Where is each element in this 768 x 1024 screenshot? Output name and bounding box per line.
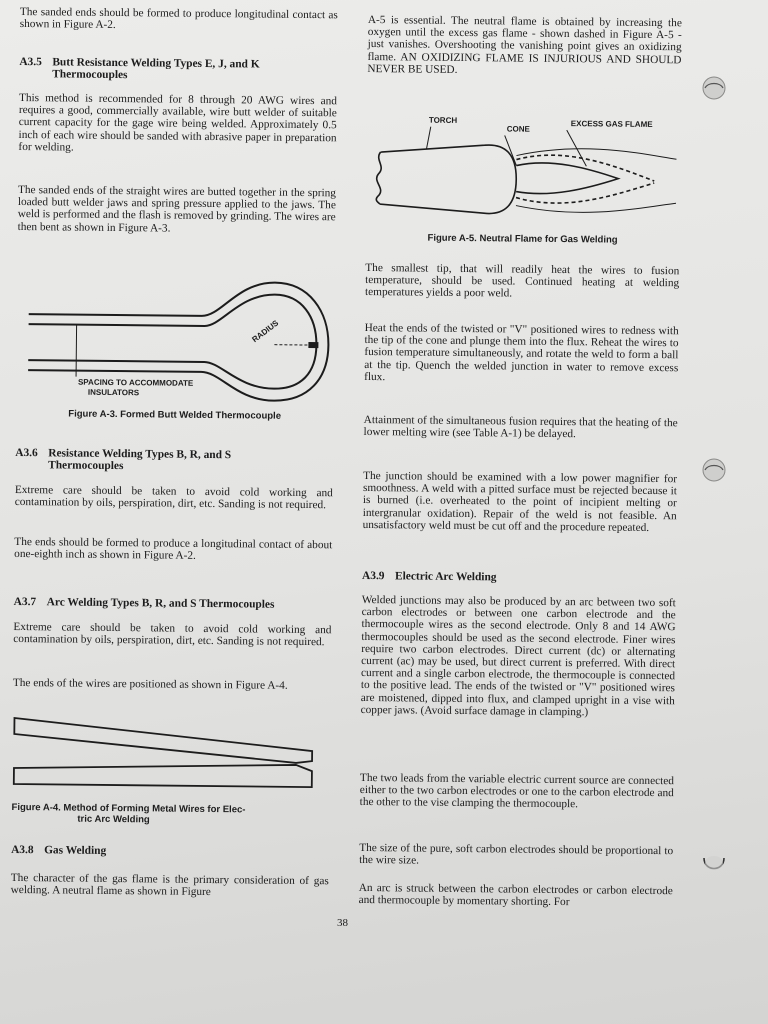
binder-hole-icon <box>700 850 728 878</box>
section-number: A3.8 <box>11 843 34 857</box>
section-heading-a3-7 <box>14 596 332 612</box>
excess-gas-flame-label: EXCESS GAS FLAME <box>570 119 653 129</box>
torch-break-line <box>376 152 381 204</box>
radius-label: RADIUS <box>250 318 281 345</box>
paragraph: The character of the gas flame is the primary consideration of gas welding. A neutral flame as shown in Figure <box>10 871 329 899</box>
section-title: Butt Resistance Welding Types E, J, and K <box>52 56 260 71</box>
figure-a4-caption-line1: Method of Forming Metal Wires for Elec- <box>63 802 246 816</box>
section-number: A3.9 <box>362 569 385 583</box>
spacing-label: SPACING TO ACCOMMODATE <box>77 377 194 388</box>
section-title: Electric Arc Welding <box>395 570 497 584</box>
excess-gas-flame-top <box>516 155 654 181</box>
cone-label: CONE <box>506 124 530 134</box>
paragraph: The junction should be examined with a low power magnifier for smoothness. A weld with a pitted surface must be rejected because it is burned (i.e. overheated to the point of incipient melting or intergranular oxidation). Repair of the weld is not feasible. An unsatisfactory weld must be cut off and the procedure repeated. <box>362 469 678 534</box>
section-heading-a3-8 <box>11 844 329 860</box>
section-title: Resistance Welding Types B, R, and S <box>48 447 232 462</box>
section-heading-a3-6 <box>15 447 333 475</box>
outer-flame-bottom <box>516 202 676 214</box>
page-number: 38 <box>337 917 348 929</box>
intro-paragraph: The sanded ends should be formed to produce longitudinal contact as shown in Figure A-2. <box>19 5 338 32</box>
section-title: Gas Welding <box>44 844 107 857</box>
figure-a4-caption-line2: tric Arc Welding <box>77 813 150 826</box>
figure-a3-thermocouple-diagram <box>16 270 337 403</box>
section-number: A3.5 <box>19 55 42 69</box>
paragraph: An arc is struck between the carbon electrodes or carbon electrode and thermocouple by momentary shorting. For <box>358 881 673 909</box>
paragraph: Welded junctions may also be produced by an arc between two soft carbon electrodes or between one carbon electrode and the thermocouple wires as the second electrode. Only 8 and 14 AWG thermocouples should be used as the second electrode. Finer wires require two carbon electrodes. Direct current (dc) or alternating current (ac) may be used, but direct current is preferred. With direct current and a single carbon electrode, the thermocouple is connected to the positive lead. The ends of the twisted or "V" positioned wires are moistened, dipped into flux, and clamped upright in a vise with copper jaws. (Avoid surface damage in clamping.) <box>360 593 676 719</box>
inner-wire-loop <box>28 292 317 389</box>
figure-a5-flame-diagram <box>366 108 683 225</box>
paragraph: The smallest tip, that will readily heat the wires to fusion temperature, should be used. Continued heating at welding temperatures yields a poor weld. <box>364 261 680 300</box>
right-column <box>358 10 682 909</box>
paragraph: Extreme care should be taken to avoid cold working and contamination by oils, perspiration, dirt, etc. Sanding is not required. <box>14 483 333 512</box>
torch-nozzle <box>380 144 517 214</box>
binder-hole-icon <box>700 74 728 102</box>
outer-flame-top <box>516 148 676 159</box>
binder-hole-icon <box>700 456 728 484</box>
torch-label: TORCH <box>428 115 458 125</box>
weld-junction <box>308 342 318 348</box>
paragraph: The ends should be formed to produce a longitudinal contact of about one-eighth inch as shown in Figure A-2. <box>14 535 333 563</box>
paragraph: Extreme care should be taken to avoid cold working and contamination by oils, perspiration, dirt, etc. Sanding is not required. <box>13 620 332 649</box>
section-title-continued: Thermocouples <box>52 68 128 82</box>
paragraph: A-5 is essential. The neutral flame is obtained by increasing the oxygen until the excess gas flame - shown dashed in Figure A-5 - just vanishes. Overshooting the vanishing point gives an oxidizing flame. AN OXIDIZING FLAME IS INJURIOUS AND SHOULD NEVER BE USED. <box>367 13 682 76</box>
section-heading-a3-9 <box>362 570 676 586</box>
spacing-label-continued: INSULATORS <box>87 387 140 398</box>
figure-a3-caption: Figure A-3. Formed Butt Welded Thermocouple <box>68 408 282 422</box>
figure-a5-caption: Figure A-5. Neutral Flame for Gas Welding <box>427 232 618 246</box>
figure-a4-caption <box>11 802 329 827</box>
section-title-continued: Thermocouples <box>48 459 124 473</box>
left-column <box>10 0 338 899</box>
lower-wire <box>14 762 312 787</box>
paragraph: The ends of the wires are positioned as shown in Figure A-4. <box>12 676 288 692</box>
section-number: A3.6 <box>15 446 38 460</box>
section-heading-a3-5 <box>19 56 337 84</box>
upper-wire <box>14 718 312 763</box>
section-number: A3.7 <box>13 595 37 609</box>
inner-cone <box>516 163 618 195</box>
figure-a4-wire-diagram <box>12 712 333 795</box>
paragraph: The two leads from the variable electric current source are connected either to the two carbon electrodes or one to the carbon electrode and the other to the vise clamping the thermocouple. <box>359 771 675 811</box>
paragraph: Heat the ends of the twisted or "V" positioned wires to redness with the tip of the cone and plunge them into the flux. Reheat the wires to fusion temperature simultaneously, and rotate the weld to form a ball at the tip. Quench the welded junction in water to remove excess flux. <box>364 321 679 384</box>
paragraph: The size of the pure, soft carbon electrodes should be proportional to the wire size. <box>359 841 674 867</box>
paragraph: Attainment of the simultaneous fusion requires that the heating of the lower melting wire (see Table A-1) be delayed. <box>363 413 678 441</box>
figure-a4-caption-number: Figure A-4. <box>11 801 61 814</box>
paragraph: The sanded ends of the straight wires are butted together in the spring loaded butt welder jaws and spring pressure applied to the jaws. The weld is performed and the flash is removed by grinding. The wires are then bent as shown in Figure A-3. <box>17 183 337 235</box>
section-title: Arc Welding Types B, R, and S Thermocouples <box>46 596 275 611</box>
paragraph: This method is recommended for 8 through 20 AWG wires and requires a good, commercially available, wire butt welder of suitable current capacity for the gage wire being welded. Approximately 0.5 inch of each wire should be sanded with abrasive paper in preparation for welding. <box>18 91 338 154</box>
